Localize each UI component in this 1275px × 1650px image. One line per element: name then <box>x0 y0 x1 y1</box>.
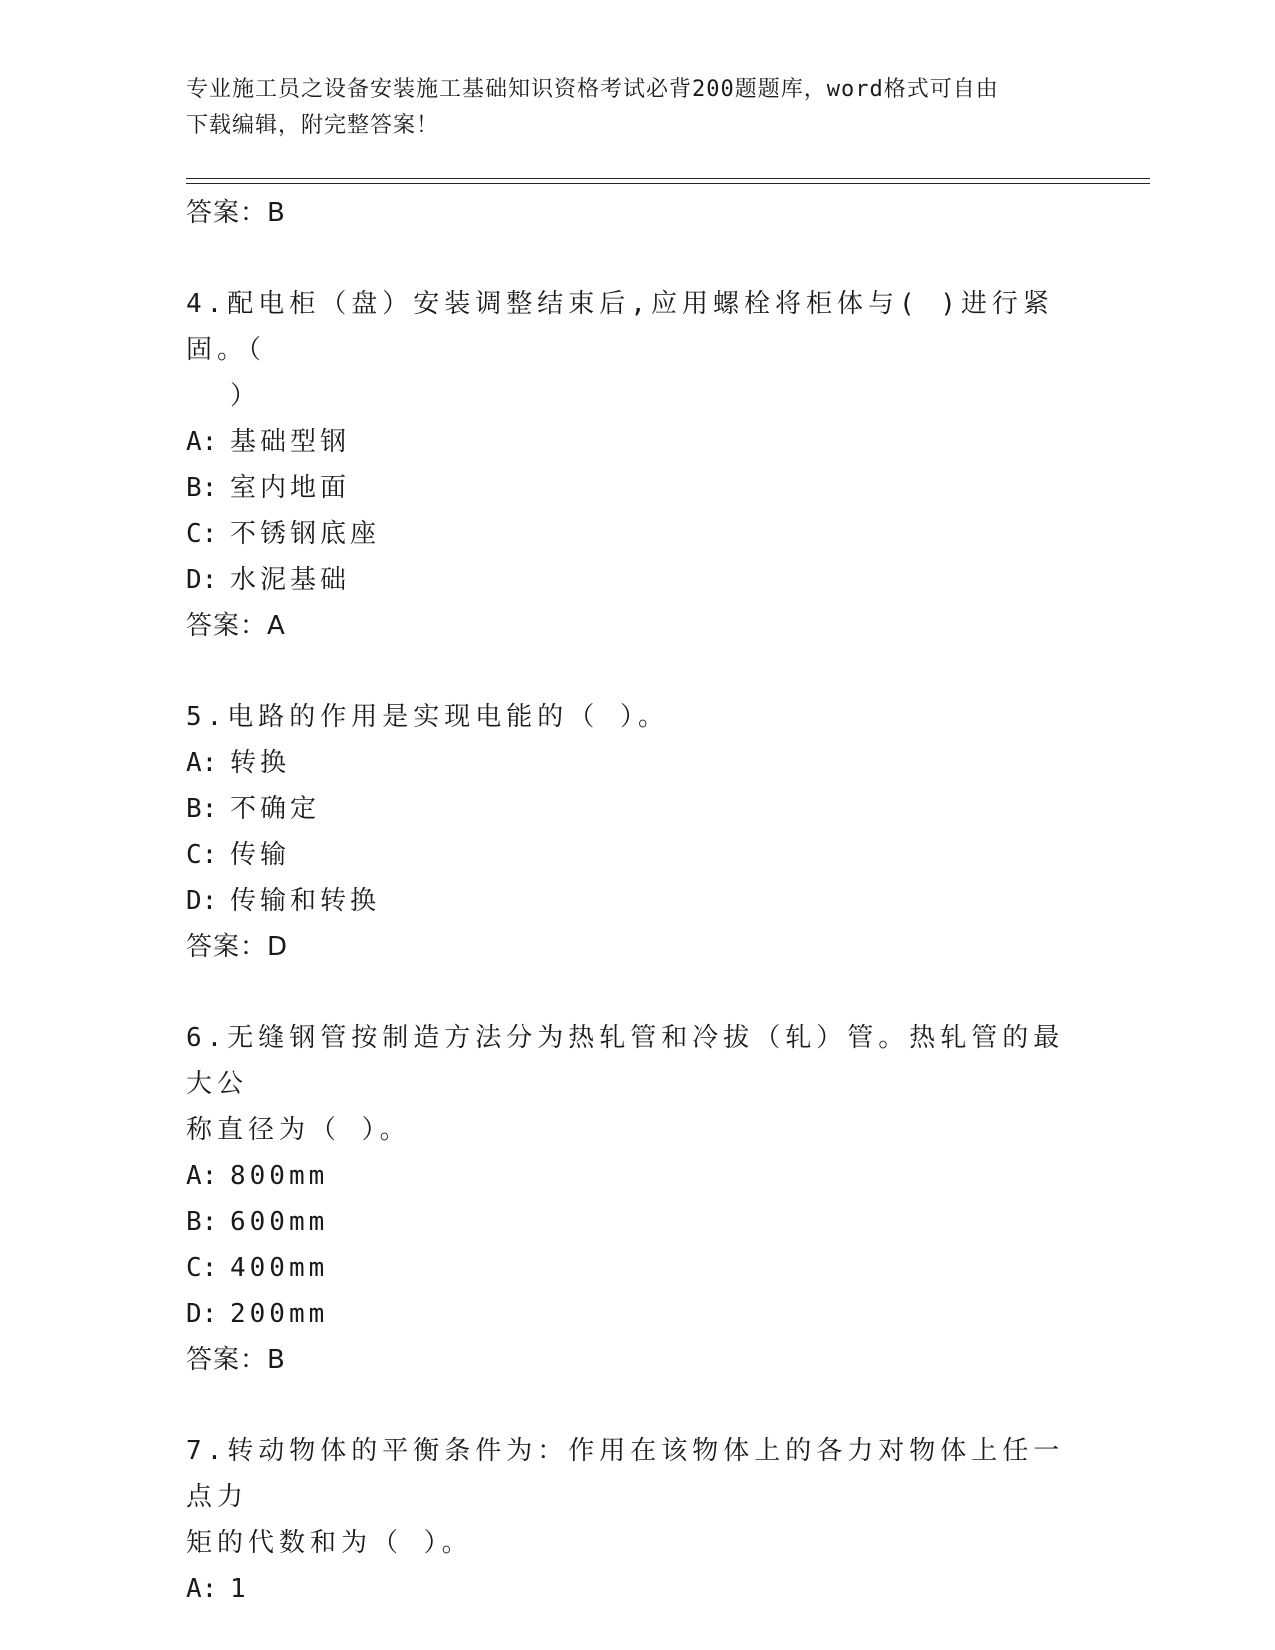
question-6-stem-line-2: 称直径为（ ）。 <box>186 1115 411 1145</box>
question-5-option-d <box>186 878 1086 924</box>
option-text: 200mm <box>230 1299 329 1329</box>
option-letter: B: <box>186 794 218 824</box>
header-divider-top <box>186 178 1150 179</box>
question-6-option-b <box>186 1199 1086 1245</box>
option-text: 传输和转换 <box>230 886 381 916</box>
option-text: 基础型钢 <box>230 427 351 457</box>
option-text: 传输 <box>230 840 291 870</box>
question-4-option-c <box>186 511 1086 557</box>
option-letter: D: <box>186 1299 218 1329</box>
option-letter: C: <box>186 840 218 870</box>
option-text: 400mm <box>230 1253 329 1283</box>
question-list <box>186 190 1086 1612</box>
answer-previous: 答案：B <box>186 198 286 228</box>
option-letter: C: <box>186 1253 218 1283</box>
option-letter: A: <box>186 748 218 778</box>
question-4 <box>186 281 1086 649</box>
question-5-stem-line-1: 5.电路的作用是实现电能的（ ）。 <box>186 702 669 732</box>
option-letter: B: <box>186 1207 218 1237</box>
option-text: 800mm <box>230 1161 329 1191</box>
option-text: 不确定 <box>230 794 321 824</box>
question-7 <box>186 1428 1086 1612</box>
question-7-option-a <box>186 1566 1086 1612</box>
option-letter: B: <box>186 473 218 503</box>
question-6-option-d <box>186 1291 1086 1337</box>
question-6-option-a <box>186 1153 1086 1199</box>
question-5-option-b <box>186 786 1086 832</box>
question-4-option-a <box>186 419 1086 465</box>
option-letter: A: <box>186 427 218 457</box>
question-6-stem-line-1: 6.无缝钢管按制造方法分为热轧管和冷拔（轧）管。热轧管的最大公 <box>186 1023 1065 1099</box>
question-6-option-c <box>186 1245 1086 1291</box>
option-letter: A: <box>186 1161 218 1191</box>
question-5 <box>186 694 1086 970</box>
question-4-option-d <box>186 557 1086 603</box>
option-letter: D: <box>186 565 218 595</box>
question-4-option-b <box>186 465 1086 511</box>
question-6-answer: 答案：B <box>186 1345 286 1375</box>
question-4-answer: 答案：A <box>186 611 286 641</box>
question-4-stem-line-2: ） <box>230 381 262 411</box>
header-line-2: 下载编辑，附完整答案！ <box>186 113 440 138</box>
option-letter: D: <box>186 886 218 916</box>
header-line-1: 专业施工员之设备安装施工基础知识资格考试必背200题题库，word格式可自由 <box>186 77 999 102</box>
question-5-answer: 答案：D <box>186 932 289 962</box>
option-text: 转换 <box>230 748 291 778</box>
option-text: 1 <box>230 1574 250 1604</box>
question-4-stem-line-1: 4.配电柜（盘）安装调整结束后,应用螺栓将柜体与( )进行紧固。（ <box>186 289 1054 365</box>
option-text: 600mm <box>230 1207 329 1237</box>
option-letter: C: <box>186 519 218 549</box>
question-7-stem-line-2: 矩的代数和为（ ）。 <box>186 1528 473 1558</box>
question-5-option-a <box>186 740 1086 786</box>
option-text: 不锈钢底座 <box>230 519 381 549</box>
question-7-stem-line-1: 7.转动物体的平衡条件为：作用在该物体上的各力对物体上任一点力 <box>186 1436 1065 1512</box>
option-text: 水泥基础 <box>230 565 351 595</box>
option-letter: A: <box>186 1574 218 1604</box>
question-5-option-c <box>186 832 1086 878</box>
question-6 <box>186 1015 1086 1383</box>
document-header <box>186 72 1066 144</box>
option-text: 室内地面 <box>230 473 351 503</box>
header-divider-bottom <box>186 183 1150 184</box>
